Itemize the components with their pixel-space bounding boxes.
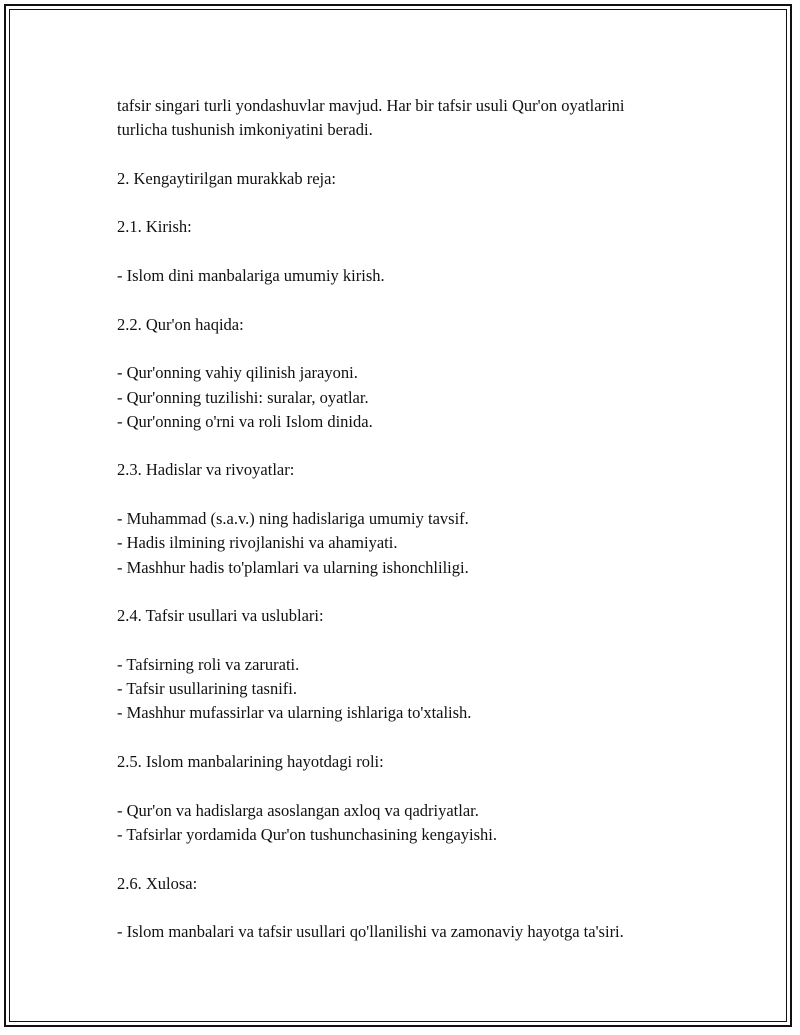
list-item: - Tafsirning roli va zarurati.	[117, 654, 300, 674]
paragraph-spacer	[117, 337, 757, 361]
list-item: - Qur'onning tuzilishi: suralar, oyatlar.	[117, 387, 369, 407]
section-heading: 2.4. Tafsir usullari va uslublari:	[117, 606, 324, 626]
paragraph-spacer	[117, 629, 757, 653]
list-item: - Qur'onning o'rni va roli Islom dinida.	[117, 411, 373, 431]
paragraph-spacer	[117, 143, 757, 167]
list-item: - Islom dini manbalariga umumiy kirish.	[117, 266, 385, 286]
intro-text-line: tafsir singari turli yondashuvlar mavjud. Har bir tafsir usuli Qur'on oyatlarini	[117, 96, 625, 115]
list-item: - Muhammad (s.a.v.) ning hadislariga umumiy tavsif.	[117, 509, 469, 529]
section-heading: 2.3. Hadislar va rivoyatlar:	[117, 460, 295, 480]
list-item: - Mashhur hadis to'plamlari va ularning ishonchliligi.	[117, 557, 469, 577]
list-item: - Tafsir usullarining tasnifi.	[117, 679, 298, 699]
list-item: - Qur'on va hadislarga asoslangan axloq va qadriyatlar.	[117, 800, 479, 820]
paragraph-spacer	[117, 483, 757, 507]
paragraph-spacer	[117, 847, 757, 871]
intro-text-line: turlicha tushunish imkoniyatini beradi.	[117, 120, 373, 140]
list-item: - Mashhur mufassirlar va ularning ishlariga to'xtalish.	[117, 703, 472, 723]
section-heading: 2.1. Kirish:	[117, 217, 192, 237]
paragraph-spacer	[117, 288, 757, 312]
plan-heading: 2. Kengaytirilgan murakkab reja:	[117, 168, 337, 188]
section-heading: 2.2. Qur'on haqida:	[117, 314, 244, 334]
paragraph-spacer	[117, 580, 757, 604]
list-item: - Qur'onning vahiy qilinish jarayoni.	[117, 363, 358, 383]
section-heading: 2.5. Islom manbalarining hayotdagi roli:	[117, 752, 384, 772]
paragraph-spacer	[117, 191, 757, 215]
paragraph-spacer	[117, 726, 757, 750]
list-item: - Tafsirlar yordamida Qur'on tushunchasining kengayishi.	[117, 824, 498, 844]
paragraph-spacer	[117, 896, 757, 920]
paragraph-spacer	[117, 240, 757, 264]
section-heading: 2.6. Xulosa:	[117, 873, 198, 893]
paragraph-spacer	[117, 774, 757, 798]
paragraph-spacer	[117, 434, 757, 458]
list-item: - Islom manbalari va tafsir usullari qo'llanilishi va zamonaviy hayotga ta'siri.	[117, 922, 624, 942]
document-body	[117, 94, 757, 944]
list-item: - Hadis ilmining rivojlanishi va ahamiyati.	[117, 533, 398, 553]
